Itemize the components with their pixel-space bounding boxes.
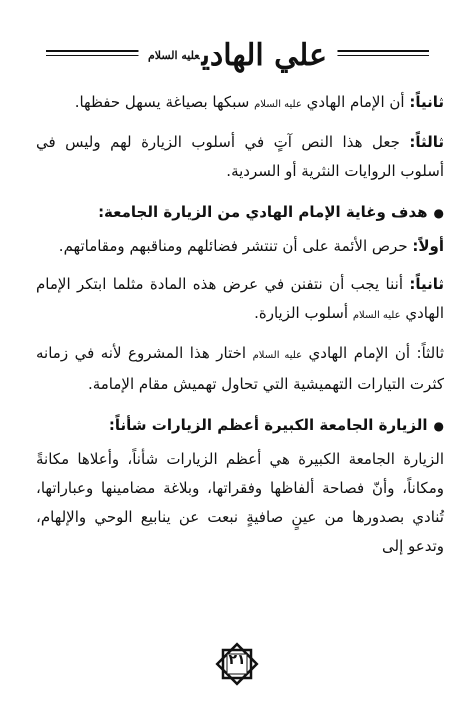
paragraph-text: حرص الأئمة على أن تنتشر فضائلهم ومناقبهم ومقاماتهم. — [58, 237, 413, 255]
paragraph-text: جعل هذا النص آتٍ في أسلوب الزيارة لهم وليس في أسلوب الروايات النثرية أو السردية. — [36, 133, 444, 180]
section-heading-text: هدف وغاية الإمام الهادي من الزيارة الجامعة: — [98, 203, 428, 221]
running-title — [138, 34, 337, 78]
paragraph-text: الزيارة الجامعة الكبيرة هي أعظم الزيارات شأناً، وأعلاها مكانةً ومكاناً، وأنّ فصاحة ألفاظها وفقراتها، وبلاغة مضامينها وعباراتها، تُنادي بصدورها من عينٍ صافيةٍ نبعت عن ينابيع الوحي والإلهام، وتدعو إلى — [36, 450, 444, 555]
paragraph-label: ثانياً: — [409, 275, 444, 293]
page-number: ٢١ — [228, 652, 246, 668]
section-heading-text: الزيارة الجامعة الكبيرة أعظم الزيارات شأناً: — [108, 416, 428, 434]
paragraph-text: اختار هذا المشروع لأنه في زمانه كثرت التيارات التهميشية التي تحاول تهميش مقام الإمامة. — [36, 344, 444, 393]
paragraph-text: أسلوب الزيارة. — [254, 304, 353, 322]
paragraph-text: أننا يجب أن نتفنن في عرض هذه المادة مثلما ابتكر الإمام الهادي — [36, 275, 444, 322]
paragraph-label: ثالثاً: — [409, 133, 444, 151]
paragraph — [36, 339, 444, 399]
bullet-icon: ● — [433, 419, 444, 433]
paragraph-label: ثالثاً: — [416, 344, 444, 362]
bullet-icon: ● — [433, 206, 444, 220]
section-heading — [36, 411, 444, 441]
paragraph-text: أن الإمام الهادي — [301, 93, 410, 111]
paragraph — [36, 88, 444, 119]
paragraph — [36, 128, 444, 186]
paragraph-text: سبكها بصياغة يسهل حفظها. — [74, 93, 255, 111]
section-heading — [36, 198, 444, 228]
page-number-ornament — [213, 640, 261, 688]
paragraph — [36, 445, 444, 561]
running-header — [46, 34, 429, 90]
paragraph-text: أن الإمام الهادي — [302, 344, 417, 362]
honorific-glyph: عليه السلام — [254, 99, 302, 110]
paragraph — [36, 232, 444, 261]
paragraph-label: ثانياً: — [409, 93, 444, 111]
honorific-glyph: عليه السلام — [252, 350, 303, 361]
honorific-glyph: عليه السلام — [147, 49, 200, 62]
page-body — [36, 88, 444, 636]
running-title-text: علي الهادي — [201, 38, 328, 73]
honorific-glyph: عليه السلام — [352, 310, 401, 321]
paragraph-label: أولاً: — [412, 237, 444, 255]
paragraph — [36, 270, 444, 330]
